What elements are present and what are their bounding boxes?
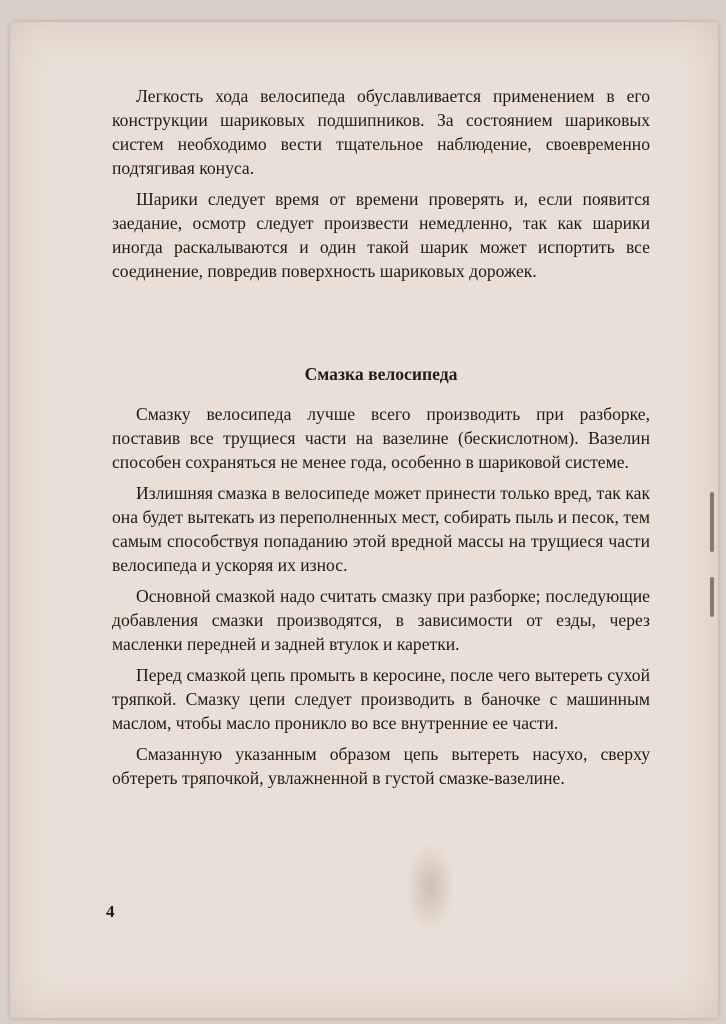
section-text <box>112 402 650 790</box>
paragraph: Основной смазкой надо считать смазку при разборке; последующие добавления смазки производятся, в зависимости от езды, через масленки передней и задней втулок и каретки. <box>112 586 650 654</box>
edge-tear-mark <box>710 577 714 617</box>
page-number: 4 <box>106 902 115 921</box>
paragraph: Излишняя смазка в велосипеде может принести только вред, так как она будет вытекать из переполненных мест, собирать пыль и песок, тем самым способствуя попаданию этой вредной массы на трущиеся части велосипеда и ускоряя их износ. <box>112 483 650 575</box>
paragraph: Смазанную указанным образом цепь вытереть насухо, сверху обтереть тряпочкой, увлажненной в густой смазке-вазелине. <box>112 744 650 788</box>
paragraph: Шарики следует время от времени проверять и, если появится заедание, осмотр следует произвести немедленно, так как шарики иногда раскалываются и один такой шарик может испортить все соединение, повредив поверхность шариковых дорожек. <box>112 189 650 281</box>
stain-mark <box>405 842 455 932</box>
edge-tear-mark <box>710 492 714 552</box>
section-heading: Смазка велосипеда <box>304 364 458 384</box>
intro-text <box>112 84 650 283</box>
paragraph: Легкость хода велосипеда обуславливается применением в его конструкции шариковых подшипников. За состоянием шариковых систем необходимо вести тщательное наблюдение, своевременно подтягивая конуса. <box>112 86 650 178</box>
paragraph: Смазку велосипеда лучше всего производить при разборке, поставив все трущиеся части на вазелине (бескислотном). Вазелин способен сохраняться не менее года, особенно в шариковой системе. <box>112 404 650 472</box>
paragraph: Перед смазкой цепь промыть в керосине, после чего вытереть сухой тряпкой. Смазку цепи следует производить в баночке с машинным маслом, чтобы масло проникло во все внутренние ее части. <box>112 665 650 733</box>
